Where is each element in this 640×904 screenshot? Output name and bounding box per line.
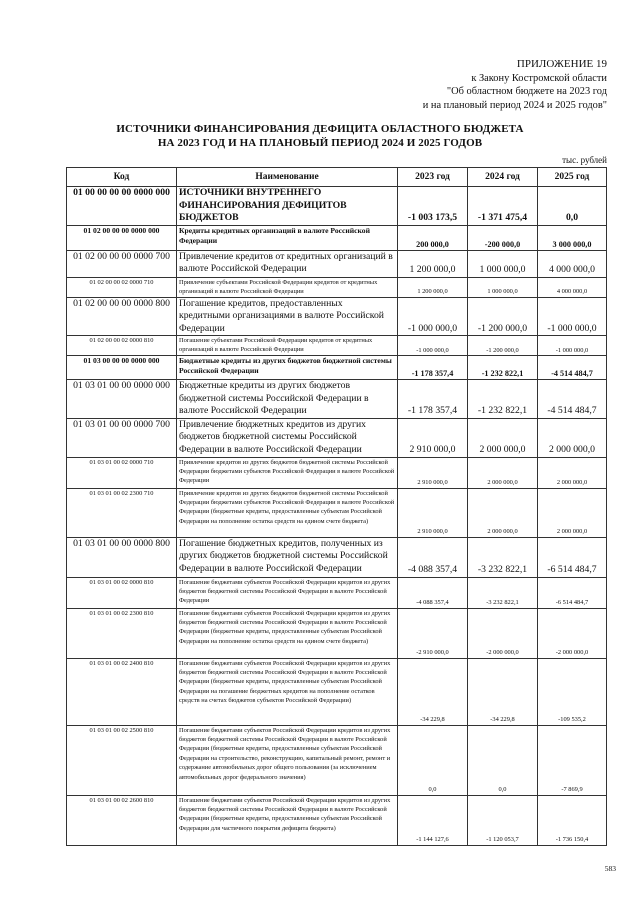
row-name: Кредиты кредитных организаций в валюте Российской Федерации <box>177 225 398 250</box>
table-row <box>67 380 607 419</box>
row-2025: 2 000 000,0 <box>538 488 607 537</box>
row-2024: -2 000 000,0 <box>468 608 538 658</box>
row-2025: -1 736 150,4 <box>538 795 607 845</box>
row-2023: -1 178 357,4 <box>398 356 468 380</box>
row-2023: -1 000 000,0 <box>398 297 468 336</box>
table-row <box>67 297 607 336</box>
row-2024: -1 120 053,7 <box>468 795 538 845</box>
row-2025: 4 000 000,0 <box>538 277 607 297</box>
table-row <box>67 537 607 577</box>
row-2024: 1 000 000,0 <box>468 250 538 277</box>
row-2024: 2 000 000,0 <box>468 418 538 457</box>
row-name: Погашение бюджетами субъектов Российской Федерации кредитов из других бюджетов бюджетной системы Российской Федерации в валюте Российской Федерации (бюджетные кредиты, предоставленные субъектам Российской Федерации на погашение бюджетных кредитов на пополнение остатков средств на счетах бюджетов субъектов Российской Федерации) <box>177 658 398 725</box>
row-2025: -1 000 000,0 <box>538 336 607 356</box>
row-2023: 0,0 <box>398 725 468 795</box>
row-name: Погашение кредитов, предоставленных кредитными организациями в валюте Российской Федерации <box>177 297 398 336</box>
row-2025: 4 000 000,0 <box>538 250 607 277</box>
row-2025: 3 000 000,0 <box>538 225 607 250</box>
row-2025: -6 514 484,7 <box>538 577 607 608</box>
row-2025: -4 514 484,7 <box>538 380 607 419</box>
row-2023: 1 200 000,0 <box>398 250 468 277</box>
row-name: Погашение бюджетами субъектов Российской Федерации кредитов из других бюджетов бюджетной системы Российской Федерации в валюте Российской Федерации (бюджетные кредиты, предоставленные субъектам Российской Федерации на пополнение остатка средств на едином счете бюджета) <box>177 608 398 658</box>
header-name: Наименование <box>177 168 398 187</box>
financing-table <box>66 167 607 846</box>
row-2024: -1 232 822,1 <box>468 356 538 380</box>
appendix-law-title-2: и на плановый период 2024 и 2025 годов" <box>422 99 607 111</box>
row-2023: -1 000 000,0 <box>398 336 468 356</box>
row-2025: -7 869,9 <box>538 725 607 795</box>
row-2024: -1 232 822,1 <box>468 380 538 419</box>
row-2024: -34 229,8 <box>468 658 538 725</box>
appendix-law-title-1: "Об областном бюджете на 2023 год <box>446 86 607 97</box>
row-2025: -109 535,2 <box>538 658 607 725</box>
row-code: 01 02 00 00 02 0000 810 <box>67 336 177 356</box>
appendix-number: ПРИЛОЖЕНИЕ 19 <box>516 58 607 70</box>
row-2023: 2 910 000,0 <box>398 457 468 488</box>
row-2023: -4 088 357,4 <box>398 577 468 608</box>
row-name: Привлечение кредитов из других бюджетов бюджетной системы Российской Федерации бюджетами субъектов Российской Федерации в валюте Российской Федерации <box>177 457 398 488</box>
row-name: Привлечение кредитов от кредитных организаций в валюте Российской Федерации <box>177 250 398 277</box>
row-code: 01 03 01 00 02 2300 710 <box>67 488 177 537</box>
header-2024: 2024 год <box>468 168 538 187</box>
row-code: 01 03 00 00 00 0000 000 <box>67 356 177 380</box>
row-2024: -3 232 822,1 <box>468 537 538 577</box>
document-title-line-1: ИСТОЧНИКИ ФИНАНСИРОВАНИЯ ДЕФИЦИТА ОБЛАСТНОГО БЮДЖЕТА <box>116 123 524 135</box>
row-2025: 2 000 000,0 <box>538 418 607 457</box>
units-label: тыс. рублей <box>562 155 607 165</box>
appendix-law: к Закону Костромской области <box>471 72 607 84</box>
row-2023: 1 200 000,0 <box>398 277 468 297</box>
row-code: 01 02 00 00 00 0000 000 <box>67 225 177 250</box>
row-2024: -200 000,0 <box>468 225 538 250</box>
row-code: 01 02 00 00 02 0000 710 <box>67 277 177 297</box>
row-2024: 2 000 000,0 <box>468 488 538 537</box>
header-code: Код <box>67 168 177 187</box>
table-header-row <box>67 168 607 187</box>
row-2024: -1 371 475,4 <box>468 187 538 226</box>
row-2024: 1 000 000,0 <box>468 277 538 297</box>
row-2025: -6 514 484,7 <box>538 537 607 577</box>
row-name: Привлечение субъектами Российской Федерации кредитов от кредитных организаций в валюте Российской Федерации <box>177 277 398 297</box>
row-name: Погашение субъектами Российской Федерации кредитов от кредитных организаций в валюте Российской Федерации <box>177 336 398 356</box>
row-code: 01 03 01 00 02 2500 810 <box>67 725 177 795</box>
row-name: Погашение бюджетами субъектов Российской Федерации кредитов из других бюджетов бюджетной системы Российской Федерации в валюте Российской Федерации (бюджетные кредиты, предоставленные субъектам Российской Федерации на строительство, реконструкцию, капитальный ремонт, ремонт и содержание автомобильных дорог общего пользования (за исключением автомобильных дорог федерального значения) <box>177 725 398 795</box>
row-2023: 2 910 000,0 <box>398 418 468 457</box>
row-name: Погашение бюджетами субъектов Российской Федерации кредитов из других бюджетов бюджетной системы Российской Федерации в валюте Российской Федерации <box>177 577 398 608</box>
row-name: Погашение бюджетных кредитов, полученных из других бюджетов бюджетной системы Российской Федерации в валюте Российской Федерации <box>177 537 398 577</box>
row-code: 01 02 00 00 00 0000 700 <box>67 250 177 277</box>
table-row <box>67 658 607 725</box>
row-2023: -2 910 000,0 <box>398 608 468 658</box>
document-title-line-2: НА 2023 ГОД И НА ПЛАНОВЫЙ ПЕРИОД 2024 И 2025 ГОДОВ <box>157 137 483 149</box>
row-name: Привлечение бюджетных кредитов из других бюджетов бюджетной системы Российской Федерации в валюте Российской Федерации <box>177 418 398 457</box>
row-2023: -1 003 173,5 <box>398 187 468 226</box>
row-2024: 2 000 000,0 <box>468 457 538 488</box>
row-2024: -1 200 000,0 <box>468 297 538 336</box>
header-2023: 2023 год <box>398 168 468 187</box>
row-2023: -1 178 357,4 <box>398 380 468 419</box>
row-2024: -3 232 822,1 <box>468 577 538 608</box>
row-name: Привлечение кредитов из других бюджетов бюджетной системы Российской Федерации бюджетами субъектов Российской Федерации в валюте Российской Федерации (бюджетные кредиты, предоставленные субъектам Российской Федерации на пополнение остатка средств на едином счете бюджета) <box>177 488 398 537</box>
table-row <box>67 336 607 356</box>
table-row <box>67 488 607 537</box>
row-code: 01 03 01 00 02 2300 810 <box>67 608 177 658</box>
table-row <box>67 187 607 226</box>
table-row <box>67 225 607 250</box>
row-code: 01 02 00 00 00 0000 800 <box>67 297 177 336</box>
page-number: 583 <box>604 864 616 873</box>
table-row <box>67 725 607 795</box>
row-2024: 0,0 <box>468 725 538 795</box>
row-name: Бюджетные кредиты из других бюджетов бюджетной системы Российской Федерации в валюте Российской Федерации <box>177 380 398 419</box>
row-code: 01 03 01 00 00 0000 800 <box>67 537 177 577</box>
row-2023: -34 229,8 <box>398 658 468 725</box>
row-2025: -2 000 000,0 <box>538 608 607 658</box>
row-2025: -4 514 484,7 <box>538 356 607 380</box>
table-row <box>67 418 607 457</box>
row-2023: -1 144 127,6 <box>398 795 468 845</box>
row-2025: -1 000 000,0 <box>538 297 607 336</box>
row-name: Погашение бюджетами субъектов Российской Федерации кредитов из других бюджетов бюджетной системы Российской Федерации в валюте Российской Федерации (бюджетные кредиты, предоставленные субъектам Российской Федерации для частичного покрытия дефицита бюджета) <box>177 795 398 845</box>
table-row <box>67 356 607 380</box>
table-row <box>67 608 607 658</box>
table-row <box>67 577 607 608</box>
row-2024: -1 200 000,0 <box>468 336 538 356</box>
table-row <box>67 277 607 297</box>
row-2025: 2 000 000,0 <box>538 457 607 488</box>
table-row <box>67 795 607 845</box>
row-name: Бюджетные кредиты из других бюджетов бюджетной системы Российской Федерации <box>177 356 398 380</box>
row-code: 01 03 01 00 02 2600 810 <box>67 795 177 845</box>
row-code: 01 03 01 00 02 0000 710 <box>67 457 177 488</box>
row-code: 01 03 01 00 02 0000 810 <box>67 577 177 608</box>
row-2023: 2 910 000,0 <box>398 488 468 537</box>
appendix-header <box>423 58 607 112</box>
table-row <box>67 250 607 277</box>
row-2023: -4 088 357,4 <box>398 537 468 577</box>
row-code: 01 03 01 00 02 2400 810 <box>67 658 177 725</box>
row-2025: 0,0 <box>538 187 607 226</box>
row-name: ИСТОЧНИКИ ВНУТРЕННЕГО ФИНАНСИРОВАНИЯ ДЕФИЦИТОВ БЮДЖЕТОВ <box>177 187 398 226</box>
row-2023: 200 000,0 <box>398 225 468 250</box>
row-code: 01 00 00 00 00 0000 000 <box>67 187 177 226</box>
table-row <box>67 457 607 488</box>
row-code: 01 03 01 00 00 0000 700 <box>67 418 177 457</box>
header-2025: 2025 год <box>538 168 607 187</box>
document-title <box>0 122 640 150</box>
row-code: 01 03 01 00 00 0000 000 <box>67 380 177 419</box>
